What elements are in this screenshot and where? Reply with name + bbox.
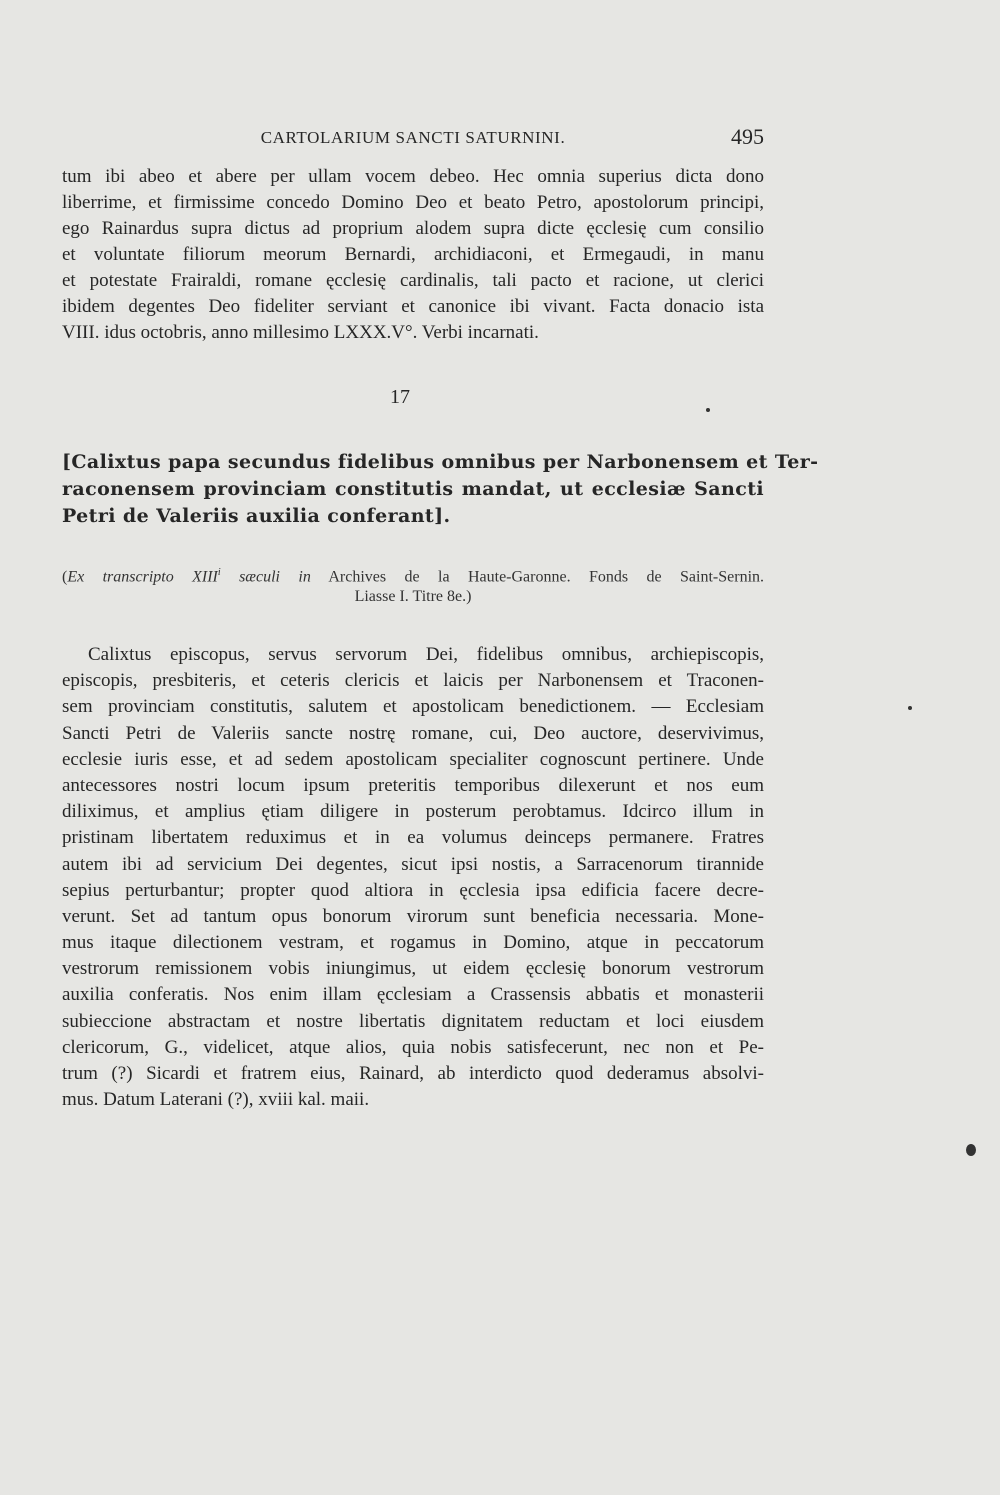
source-line xyxy=(62,561,764,585)
text-line: liberrime, et firmissime concedo Domino Deo et beato Petro, apostolorum principi, xyxy=(62,192,764,213)
running-title: CARTOLARIUM SANCTI SATURNINI. xyxy=(260,128,566,147)
text-line: tum ibi abeo et abere per ullam vocem debeo. Hec omnia superius dicta dono xyxy=(62,166,764,187)
text-line: clericorum, G., videlicet, atque alios, quia nobis satisfecerunt, nec non et Pe- xyxy=(62,1036,764,1058)
text-line: Sancti Petri de Valeriis sancte nostrę romane, cui, Deo auctore, deservivimus, xyxy=(62,722,764,744)
text-line: pristinam libertatem reduximus et in ea volumus deinceps permanere. Fratres xyxy=(62,827,764,849)
text-line: autem ibi ad servicium Dei degentes, sicut ipsi nostis, a Sarracenorum tirannide xyxy=(62,853,764,875)
text-line: et potestate Frairaldi, romane ęcclesię cardinalis, tali pacto et racione, ut clerici xyxy=(62,270,764,291)
document-body xyxy=(62,642,764,1113)
source-line: Liasse I. Titre 8e.) xyxy=(354,588,472,605)
source-open-paren: ( xyxy=(62,568,68,586)
text-line: ecclesie iuris esse, et ad sedem apostolicam specialiter cognoscunt pertinere. Unde xyxy=(62,748,764,770)
text-line: vestrorum remissionem vobis iniungimus, ut eidem ęcclesię bonorum vestrorum xyxy=(62,958,764,980)
source-note xyxy=(62,561,764,609)
text-line: ibidem degentes Deo fideliter serviant et canonice ibi vivant. Facta donacio ista xyxy=(62,296,764,317)
text-line: episcopis, presbiteris, et ceteris clericis et laicis per Narbonensem et Traconen- xyxy=(62,670,764,692)
text-line: Calixtus episcopus, servus servorum Dei, fidelibus omnibus, archiepiscopis, xyxy=(88,644,764,665)
text-line: mus. Datum Laterani (?), xviii kal. maii. xyxy=(62,1089,370,1111)
ink-spot xyxy=(706,408,710,412)
document-number: 17 xyxy=(390,386,410,408)
text-line: verunt. Set ad tantum opus bonorum virorum sunt beneficia necessaria. Mone- xyxy=(62,905,764,927)
source-italic: sæculi in xyxy=(220,568,311,586)
source-superscript: i xyxy=(217,567,221,578)
text-line: sepius perturbantur; propter quod altiora in ęcclesia ipsa edificia facere decre- xyxy=(62,879,764,901)
text-line: mus itaque dilectionem vestram, et rogamus in Domino, atque in peccatorum xyxy=(62,932,764,954)
source-italic: Ex transcripto XIII xyxy=(67,568,218,586)
heading-line: [Calixtus papa secundus fidelibus omnibus per Narbonensem et Ter- xyxy=(62,451,819,473)
ink-spot xyxy=(908,706,912,710)
ink-spot xyxy=(966,1144,976,1156)
text-line: VIII. idus octobris, anno millesimo LXXX.V°. Verbi incarnati. xyxy=(62,322,539,343)
text-line: ego Rainardus supra dictus ad proprium alodem supra dicte ęcclesię cum consilio xyxy=(62,218,764,239)
heading-line: raconensem provinciam constitutis mandat, ut ecclesiæ Sancti xyxy=(62,478,764,500)
continuation-paragraph xyxy=(62,164,764,346)
running-head xyxy=(62,124,764,158)
page-number: 495 xyxy=(731,124,764,149)
text-line: auxilia conferatis. Nos enim illam ęcclesiam a Crassensis abbatis et monasterii xyxy=(62,984,764,1006)
text-line: subieccione abstractam et nostre libertatis dignitatem reductam et loci eiusdem xyxy=(62,1010,764,1032)
text-line: trum (?) Sicardi et fratrem eius, Rainard, ab interdicto quod dederamus absolvi- xyxy=(62,1063,764,1084)
text-line: sem provinciam constitutis, salutem et apostolicam benedictionem. — Ecclesiam xyxy=(62,696,764,718)
source-archive: Archives de la Haute-Garonne. Fonds de Saint-Sernin. xyxy=(310,568,765,586)
heading-line: Petri de Valeriis auxilia conferant]. xyxy=(62,505,451,527)
document-heading xyxy=(62,449,819,530)
text-line: antecessores nostri locum ipsum preteritis temporibus dilexerunt et nos eum xyxy=(62,774,764,796)
text-line: diliximus, et amplius ętiam diligere in posterum perobtamus. Idcirco illum in xyxy=(62,801,764,823)
text-line: et voluntate filiorum meorum Bernardi, archidiaconi, et Ermegaudi, in manu xyxy=(62,244,764,265)
